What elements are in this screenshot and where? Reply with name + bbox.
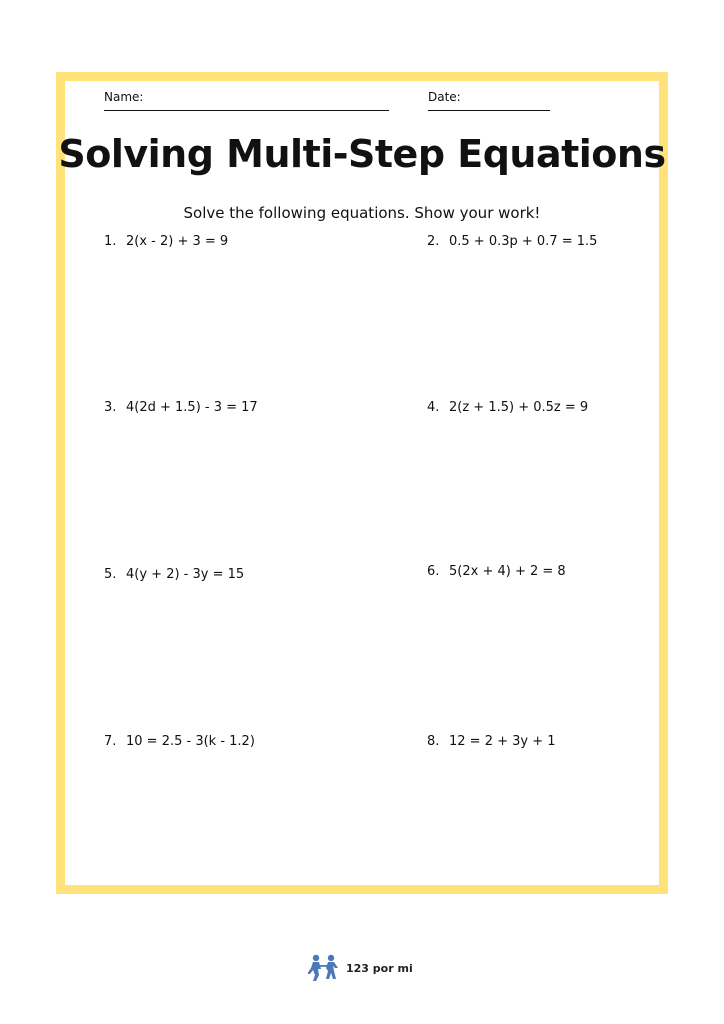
problem-number: 5. [104,567,117,582]
problem-equation: 2(x - 2) + 3 = 9 [126,234,229,249]
instructions: Solve the following equations. Show your work! [183,204,541,222]
date-label: Date: [428,90,461,104]
worksheet-border [56,72,668,894]
problem-number: 4. [427,400,440,415]
problem-1 [104,234,228,249]
page-title: Solving Multi-Step Equations [58,132,666,176]
date-field[interactable] [428,90,550,111]
problem-number: 7. [104,734,117,749]
brand-name: 123 por mi [346,961,413,975]
name-label: Name: [104,90,144,104]
problem-3 [104,400,258,415]
problem-8 [427,734,556,749]
problem-6 [427,564,566,579]
problem-equation: 4(y + 2) - 3y = 15 [126,567,245,582]
problem-number: 8. [427,734,440,749]
problem-5 [104,567,244,582]
name-field[interactable] [104,90,389,111]
problem-number: 1. [104,234,117,249]
problem-equation: 2(z + 1.5) + 0.5z = 9 [449,400,589,415]
problem-7 [104,734,255,749]
problem-equation: 0.5 + 0.3p + 0.7 = 1.5 [449,234,598,249]
problem-equation: 10 = 2.5 - 3(k - 1.2) [126,734,255,749]
kids-logo-icon [308,954,340,982]
problem-number: 2. [427,234,440,249]
problem-number: 3. [104,400,117,415]
problem-number: 6. [427,564,440,579]
problem-equation: 12 = 2 + 3y + 1 [449,734,556,749]
problem-equation: 5(2x + 4) + 2 = 8 [449,564,566,579]
footer-brand [308,954,413,982]
problem-2 [427,234,597,249]
problem-4 [427,400,588,415]
problem-equation: 4(2d + 1.5) - 3 = 17 [126,400,258,415]
